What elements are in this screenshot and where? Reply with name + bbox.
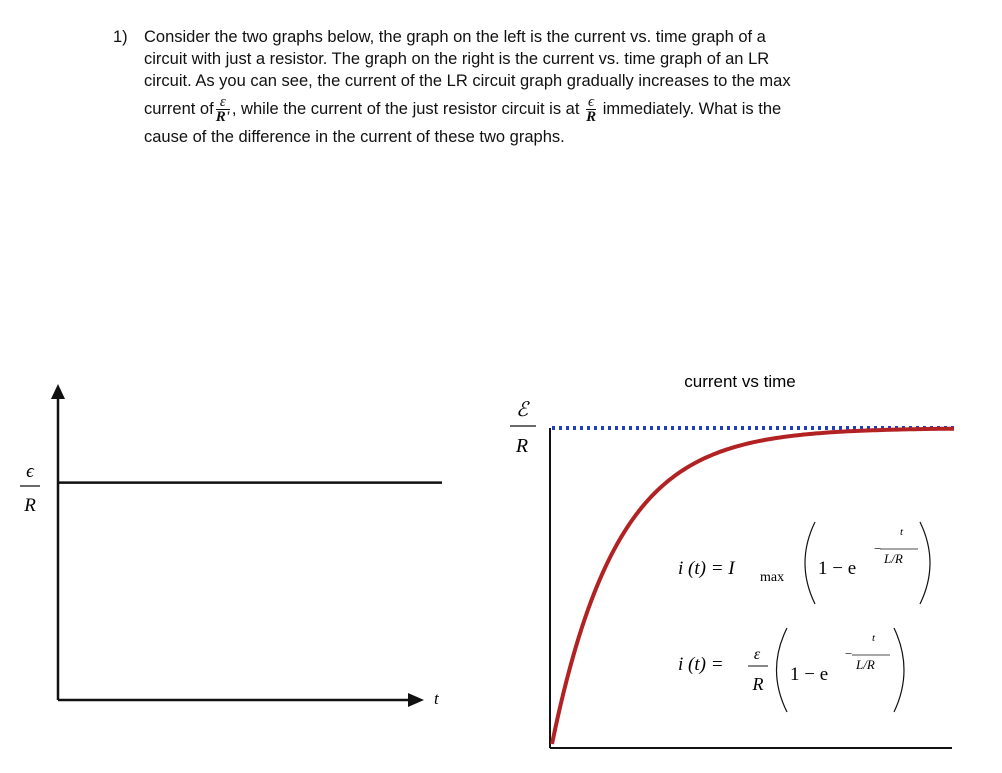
question-line-4-b: , while the current of the just resistor circuit is at xyxy=(231,100,580,118)
eq1-subscript: max xyxy=(760,570,785,585)
question-line-1: Consider the two graphs below, the graph on the left is the current vs. time graph of a xyxy=(144,28,766,46)
eq1-exponent-minus: − xyxy=(874,541,882,556)
eq1-left-paren xyxy=(805,522,815,604)
eq2-rhs: 1 − e xyxy=(790,664,829,685)
eq2-fraction-denominator: R xyxy=(752,674,764,694)
eq2-right-paren xyxy=(894,628,904,712)
eq1-rhs: 1 − e xyxy=(818,558,857,579)
equation-2 xyxy=(678,628,904,712)
left-x-label: t xyxy=(434,689,439,708)
question-line-5: cause of the difference in the current of these two graphs. xyxy=(144,128,565,146)
eq2-exponent-denominator: L/R xyxy=(856,657,875,672)
lr-graph-title: current vs time xyxy=(684,372,796,391)
resistor-graph xyxy=(20,384,442,708)
eq2-fraction-numerator: ε xyxy=(753,646,761,663)
fraction-numerator: ε xyxy=(216,95,230,110)
question-line-3: circuit. As you can see, the current of the LR circuit graph gradually increases to the max xyxy=(144,72,791,90)
left-y-label-denominator: R xyxy=(24,495,36,516)
question-line-4-c: immediately. What is the xyxy=(602,100,782,118)
eq2-exponent-minus: − xyxy=(845,646,853,661)
eq2-left-paren xyxy=(777,628,788,712)
eq1-exponent-denominator: L/R xyxy=(884,551,903,566)
lr-graph xyxy=(510,372,955,748)
left-y-label-numerator: ϵ xyxy=(26,461,34,482)
eq1-exponent-numerator: t xyxy=(900,526,904,538)
left-y-axis-arrowhead xyxy=(51,384,65,399)
equation-1 xyxy=(678,522,930,604)
eq1-right-paren xyxy=(920,522,930,604)
question-number: 1) xyxy=(113,28,128,46)
eq1-lhs: i (t) = I xyxy=(678,558,735,579)
eq2-lhs: i (t) = xyxy=(678,654,724,675)
fraction-denominator: R' xyxy=(215,109,230,126)
lr-current-curve xyxy=(552,429,954,744)
question-line-4-a: current of xyxy=(144,100,214,118)
right-y-label-denominator: R xyxy=(515,435,529,457)
fraction-numerator: ϵ xyxy=(588,94,595,111)
left-x-axis-arrowhead xyxy=(408,693,424,707)
right-y-label-numerator: ℰ xyxy=(515,399,529,421)
question-line-2: circuit with just a resistor. The graph on the right is the current vs. time graph of an LR xyxy=(144,50,770,68)
eq2-exponent-numerator: t xyxy=(872,632,876,644)
fraction-denominator: R xyxy=(586,109,597,126)
